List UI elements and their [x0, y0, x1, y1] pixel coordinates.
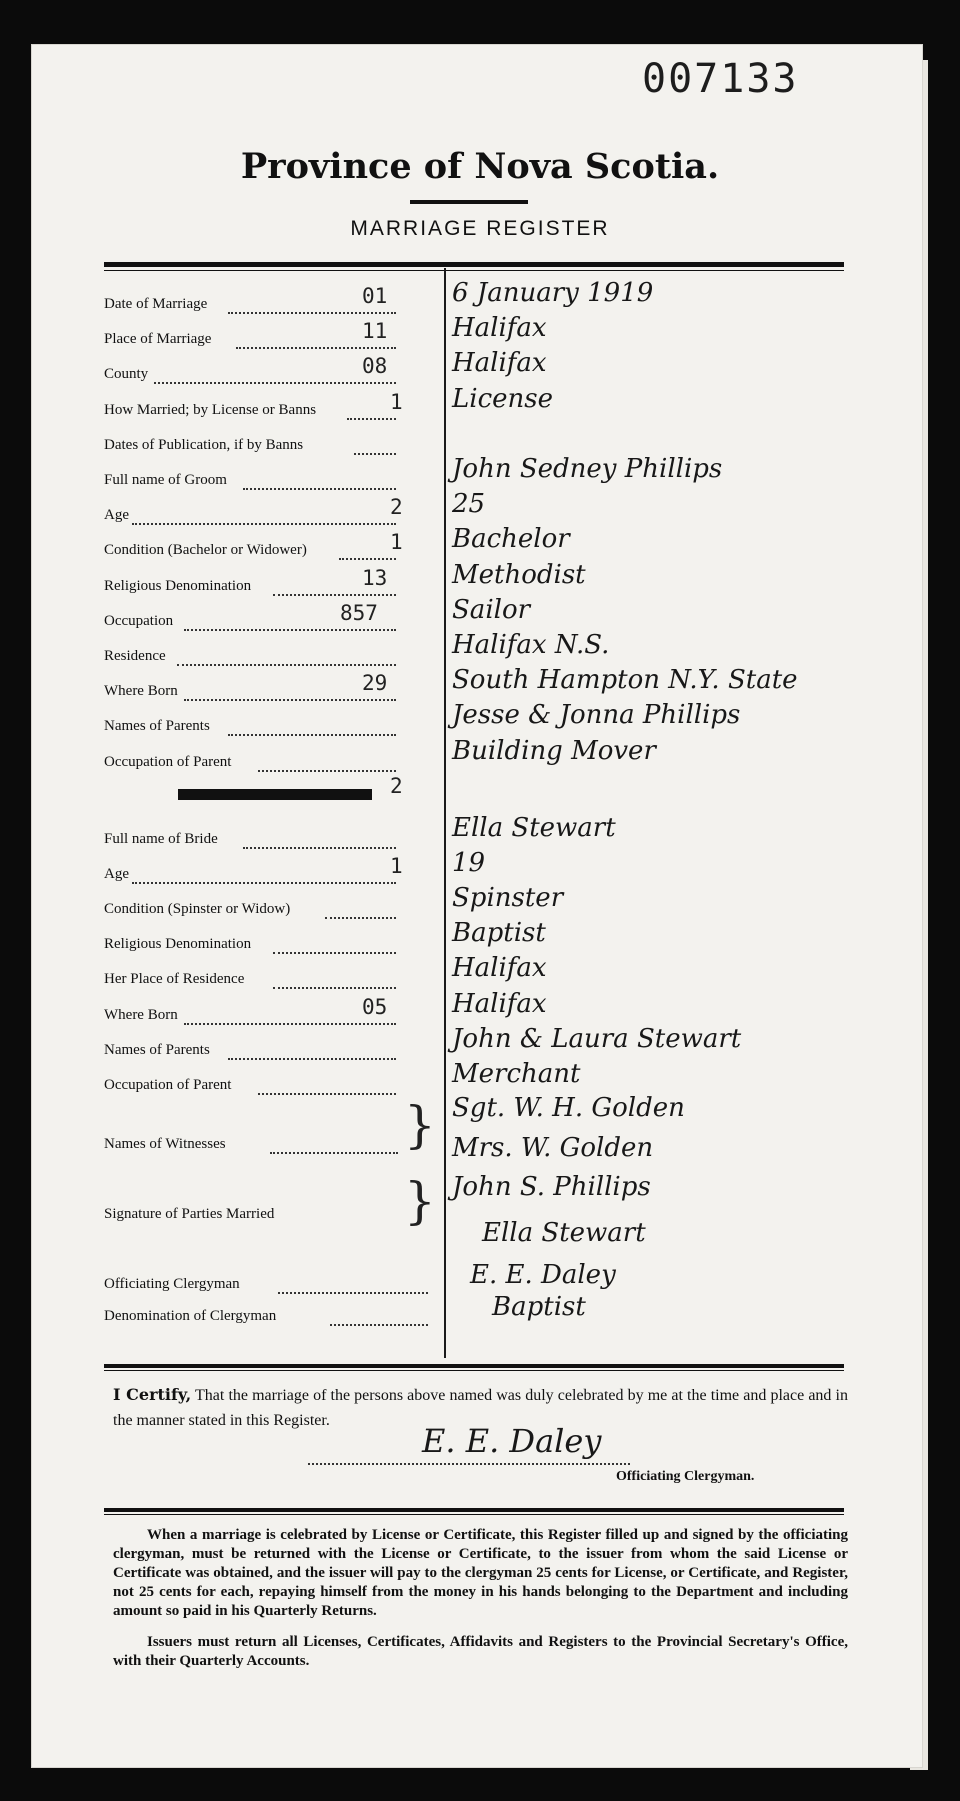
section-divider-bar	[178, 789, 372, 800]
footer-rule	[104, 1508, 844, 1512]
field-value: Halifax	[452, 988, 547, 1019]
document-number: 007133	[642, 56, 799, 102]
signatures-label: Signature of Parties Married	[104, 1206, 275, 1222]
leader-dots	[354, 453, 396, 455]
field-value: Building Mover	[452, 735, 656, 766]
leader-dots	[228, 312, 396, 314]
field-value: Bachelor	[452, 524, 570, 555]
leader-dots	[273, 987, 396, 989]
leader-dots	[258, 1093, 396, 1095]
field-label: Condition (Spinster or Widow)	[104, 901, 291, 918]
field-value: 6 January 1919	[452, 278, 654, 308]
leader-dots	[228, 734, 396, 736]
field-label: Dates of Publication, if by Banns	[104, 436, 304, 453]
leader-dots	[347, 418, 396, 420]
field-label: Residence	[104, 648, 166, 664]
signature-label: Officiating Clergyman.	[616, 1469, 755, 1484]
certify-rule	[104, 1364, 844, 1368]
field-label: Age	[104, 507, 129, 524]
leader-dots	[236, 347, 396, 349]
instructions	[113, 1526, 848, 1683]
field-value: Ella Stewart	[452, 813, 616, 843]
leader-dots	[258, 770, 396, 772]
leader-dots	[132, 882, 396, 884]
field-value: Halifax	[452, 348, 547, 379]
certify-lead: I Certify,	[113, 1385, 192, 1404]
certify-text: That the marriage of the persons above named was duly celebrated by me at the time and place and in the manner stated in this Register.	[113, 1387, 848, 1429]
clergy-denomination-label: Denomination of Clergyman	[104, 1308, 277, 1324]
field-label: Religious Denomination	[104, 577, 252, 594]
field-value: Merchant	[452, 1058, 581, 1089]
leader-dots	[273, 594, 396, 596]
leader-dots	[273, 952, 396, 954]
field-value: 19	[452, 848, 486, 879]
witness-1: Sgt. W. H. Golden	[452, 1093, 685, 1123]
column-divider	[444, 268, 446, 1358]
field-value: Methodist	[452, 559, 586, 590]
field-label: Names of Parents	[104, 718, 210, 735]
field-code: 01	[362, 284, 388, 308]
field-code: 08	[362, 354, 388, 379]
field-code: 2	[390, 495, 403, 520]
field-label: Full name of Groom	[104, 472, 227, 488]
field-value: Spinster	[452, 883, 564, 914]
field-code: 29	[362, 671, 388, 696]
field-code: 11	[362, 319, 388, 344]
field-value: Sailor	[452, 594, 531, 625]
signature-bride: Ella Stewart	[482, 1218, 646, 1248]
signature-line	[308, 1463, 630, 1465]
field-label: Where Born	[104, 683, 178, 700]
field-label: County	[104, 366, 149, 383]
field-label: Place of Marriage	[104, 331, 212, 348]
field-value: Halifax	[452, 313, 547, 344]
field-label: Where Born	[104, 1006, 178, 1023]
field-value: Baptist	[452, 918, 546, 949]
leader-dots	[243, 847, 396, 849]
field-code: 13	[362, 565, 388, 590]
clergy-denomination-value: Baptist	[492, 1292, 586, 1322]
field-label: Religious Denomination	[104, 936, 252, 953]
leader-dots	[154, 382, 396, 384]
leader-dots	[184, 629, 396, 631]
field-label: Occupation	[104, 612, 174, 629]
certify-rule-thin	[104, 1370, 844, 1371]
field-label: Date of Marriage	[104, 296, 208, 312]
field-value: John & Laura Stewart	[452, 1023, 742, 1054]
witnesses-brace: }	[404, 1096, 436, 1154]
field-code: 05	[362, 994, 388, 1019]
field-code: 1	[390, 530, 403, 555]
leader-dots	[228, 1058, 396, 1060]
page-subtitle: MARRIAGE REGISTER	[350, 217, 610, 240]
field-label: Age	[104, 866, 129, 883]
field-label: Condition (Bachelor or Widower)	[104, 542, 307, 559]
page-title: Province of Nova Scotia.	[240, 146, 720, 187]
field-value: License	[452, 383, 554, 414]
field-label: How Married; by License or Banns	[104, 401, 317, 418]
clergyman-label: Officiating Clergyman	[104, 1276, 240, 1292]
header-rule	[104, 262, 844, 267]
field-label: Names of Parents	[104, 1041, 210, 1058]
clergyman-value: E. E. Daley	[470, 1260, 616, 1290]
witnesses-dots	[270, 1152, 398, 1154]
footer-rule-thin	[104, 1514, 844, 1515]
clergyman-dots	[278, 1292, 428, 1294]
leader-dots	[177, 664, 396, 666]
leader-dots	[132, 523, 396, 525]
header-rule-thin	[104, 270, 844, 271]
field-value: Jesse & Jonna Phillips	[452, 700, 741, 731]
leader-dots	[184, 1023, 396, 1025]
field-value: South Hampton N.Y. State	[452, 665, 798, 696]
field-code: 857	[340, 600, 378, 625]
instruction-paragraph: Issuers must return all Licenses, Certificates, Affidavits and Registers to the Provincial Secretary's Office, with their Quarterly Accounts.	[113, 1634, 848, 1669]
field-value: Halifax N.S.	[452, 630, 610, 660]
field-label: Her Place of Residence	[104, 971, 245, 988]
leader-dots	[184, 699, 396, 701]
clergyman-signature: E. E. Daley	[422, 1422, 602, 1460]
leader-dots	[325, 917, 396, 919]
field-code: 1	[390, 389, 403, 414]
title-underline	[410, 200, 528, 204]
leader-dots	[243, 488, 396, 490]
clergy-denomination-dots	[330, 1324, 428, 1326]
field-value: 25	[452, 489, 486, 520]
field-label: Full name of Bride	[104, 831, 218, 847]
field-code: 1	[390, 854, 403, 879]
witnesses-label: Names of Witnesses	[104, 1136, 226, 1152]
field-value: Halifax	[452, 953, 547, 984]
field-value: John Sedney Phillips	[452, 454, 723, 484]
divider-code: 2	[390, 774, 403, 798]
leader-dots	[339, 558, 396, 560]
field-label: Occupation of Parent	[104, 1076, 232, 1093]
signature-groom: John S. Phillips	[452, 1172, 651, 1202]
instruction-paragraph: When a marriage is celebrated by License or Certificate, this Register filled up and signed by the officiating clergyman, must be returned with the License or Certificate, to the issuer from whom the said License or Certificate was obtained, and the issuer will pay to the clergyman 25 cents for License, or Certificate, and Register, not 25 cents for each, repaying himself from the money in his hands belonging to the Department and including amount so paid in his Quarterly Returns.	[113, 1527, 848, 1619]
field-label: Occupation of Parent	[104, 753, 232, 770]
witness-2: Mrs. W. Golden	[452, 1133, 654, 1163]
signatures-brace: }	[404, 1172, 436, 1230]
